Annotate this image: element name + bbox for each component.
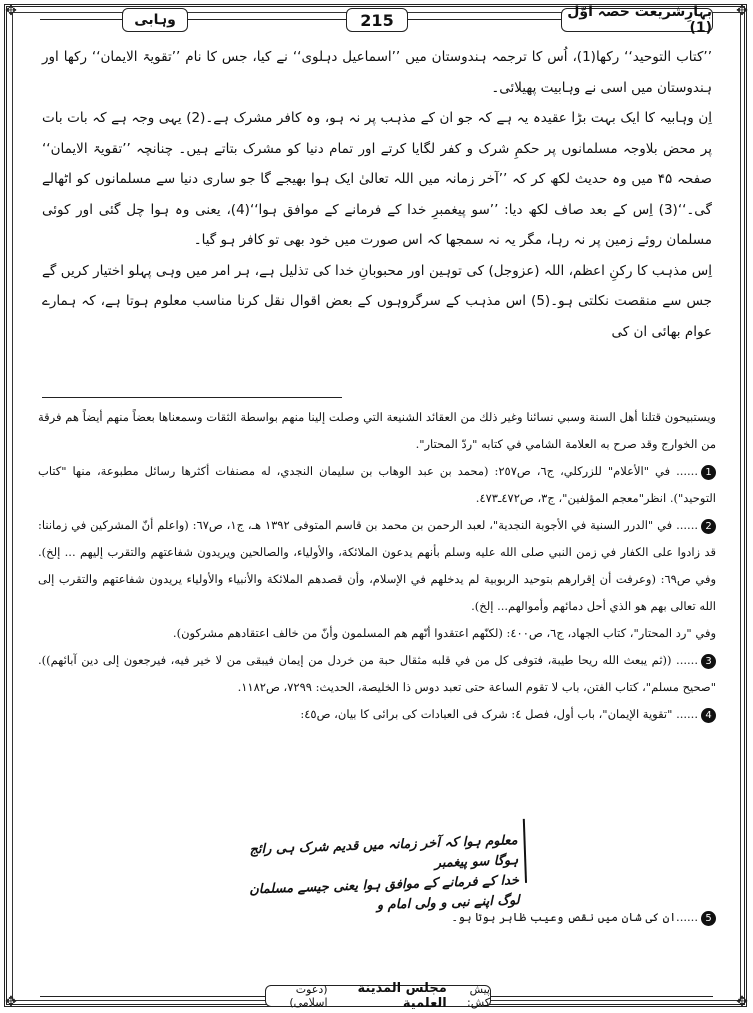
- page-header: [40, 4, 713, 36]
- footnote-1: 1...... في "الأعلام" للزركلي، ج٦، ص٢٥٧: (محمد بن عبد الوهاب بن سليمان النجدي، له مصنفات أكثرها رسائل مطبوعة، منها "كتاب التوحيد"). انظر"معجم المؤلفين"، ج٣، ص٤٧٢ـ٤٧٣.: [38, 464, 716, 505]
- footnote-5: 5......ان کی شان میں نقص وعیب ظاہر ہوتا ہو۔: [38, 904, 716, 931]
- footnote-number-badge: 4: [701, 708, 716, 723]
- footnote-number-badge: 3: [701, 654, 716, 669]
- main-text: [42, 42, 712, 347]
- page-number: 215: [346, 8, 408, 32]
- footnote-4: 4...... "تقوية الإيمان"، باب أول، فصل ٤: شرک فی العبادات کی برائی کا بیان، ص٤٥:: [38, 701, 716, 728]
- corner-ornament-icon: ✥: [736, 3, 748, 19]
- publisher-box: پیش کش: مجلس المدينة العلمية (دعوت اسلامی): [265, 985, 491, 1007]
- footnote-5-block: [38, 904, 716, 931]
- footnote-number-badge: 2: [701, 519, 716, 534]
- footnote-continued: ويستبيحون قتلنا أهل السنة وسبي نسائنا وغير ذلك من العقائد الشنيعة التي وصلت إلينا منهم بواسطة الثقات وسمعناها بعضاً منهم أيضاً هم فرقة من الخوارج وقد صرح به العلامة الشامي في كتابه "ردّ المحتار".: [38, 410, 716, 451]
- footnote-3: 3...... ((ثم يبعث الله ريحا طيبة، فتوفى كل من في قلبه مثقال حبة من خردل من إيمان فيبقى من لا خير فيه، فيرجعون إلى دين آبائهم)). "صحيح مسلم"، كتاب الفتن، باب لا تقوم الساعة حتى تعبد دوس ذا الخليصة، الحديث: ٧٢٩٩، ص١١٨٢.: [38, 653, 716, 694]
- paragraph: اِس مذہب کا رکنِ اعظم، اللہ (عزوجل) کی توہین اور محبوبانِ خدا کی تذلیل ہے، ہر امر میں وہی پہلو اختیار کریں گے جس سے منقصت نکلتی ہو۔(5) اس مذہب کے سرگروہوں کے بعض اقوال نقل کرنا مناسب معلوم ہوتا ہے، کہ ہمارے عوام بھائی ان کی: [42, 262, 713, 340]
- corner-ornament-icon: ✥: [5, 3, 17, 19]
- chapter-title: وہابی: [122, 8, 188, 32]
- footnote-number-badge: 1: [701, 465, 716, 480]
- footnote-2-continued: وفي "رد المحتار"، كتاب الجهاد، ج٦، ص٤٠٠: (لكنّهم اعتقدوا أنّهم هم المسلمون وأنّ من خالف اعتقادهم مشركون).: [172, 626, 716, 640]
- book-title: بہارِشریعت حصہ اوّل (1): [561, 8, 713, 32]
- footnotes: [38, 404, 716, 728]
- footnote-2: 2...... في "الدرر السنية في الأجوبة النجدية"، لعبد الرحمن بن محمد بن قاسم المتوفى ١٣٩٢ هـ، ج١، ص٦٧: (واعلم أنّ المشركين في زماننا: قد زادوا على الكفار في زمن النبي صلى الله عليه وسلم بأنهم يدعون الملائكة، والأولياء، والصالحين ويريدون شفاعتهم والتقرب إليهم ... إلخ). وفي ص٦٩: (وعرفت أن إقرارهم بتوحيد الربوبية لم يدخلهم في الإسلام، وأن قصدهم الملائكة والأنبياء والأولياء يريدون شفاعتهم والتقرب إلى الله تعالى بهم هو الذي أحل دمائهم وأموالهم... إلخ).: [38, 518, 716, 613]
- footnote-separator: [42, 397, 342, 398]
- footnote-number-badge: 5: [701, 911, 716, 926]
- paragraph: ’’کتاب التوحید‘‘ رکھا(1)، اُس کا ترجمہ ہندوستان میں ’’اسماعیل دہلوی‘‘ نے کیا، جس کا نام ’’تقویۃ الایمان‘‘ رکھا اور ہندوستان میں اسی نے وہابیت پھیلائی۔: [42, 49, 712, 96]
- corner-ornament-icon: ✥: [5, 994, 17, 1010]
- corner-ornament-icon: ✥: [736, 994, 748, 1010]
- paragraph: اِن وہابیہ کا ایک بہت بڑا عقیدہ یہ ہے کہ جو ان کے مذہب پر نہ ہو، وہ کافر مشرک ہے۔(2) یہی وجہ ہے کہ بات بات پر محض بلاوجہ مسلمانوں پر حکمِ شرک و کفر لگایا کرتے اور تمام دنیا کو مشرک بتاتے ہیں۔ چنانچہ ’’تقویۃ الایمان‘‘ صفحہ ۴۵ میں وہ حدیث لکھ کر کہ ’’آخر زمانہ میں اللہ تعالیٰ ایک ہوا بھیجے گا جو ساری دنیا سے مسلمانوں کو اٹھالے گی۔‘‘(3) اِس کے بعد صاف لکھ دیا: ’’سو پیغمبرِ خدا کے فرمانے کے موافق ہوا‘‘(4)، یعنی وہ ہوا چل گئی اور کوئی مسلمان روئے زمین پر نہ رہا، مگر یہ نہ سمجھا کہ اس صورت میں خود بھی تو کافر ہو گیا۔: [42, 110, 712, 248]
- page-footer: [40, 981, 713, 1011]
- scanned-quote-image: معلوم ہوا کہ آخر زمانہ میں قدیم شرک ہی رائج ہوگا سو پیغمبر خدا کے فرمانے کے موافق ہوا یعنی جیسے مسلمان لوگ اپنے نبی و ولی امام و: [229, 819, 527, 893]
